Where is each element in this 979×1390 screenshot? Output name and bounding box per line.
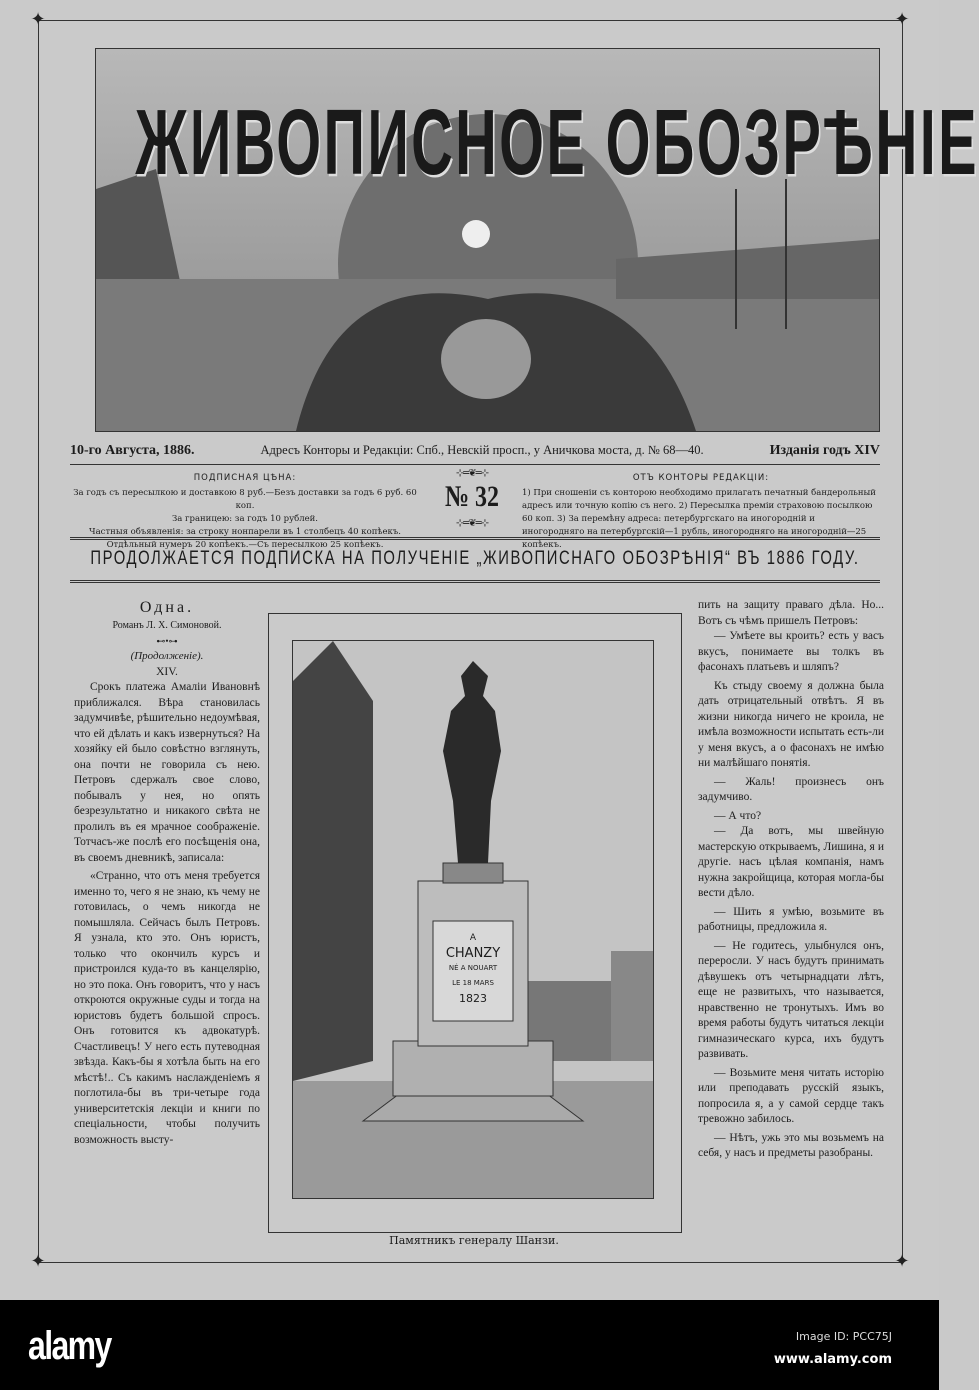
paragraph: — Нѣтъ, ужь это мы возьмемъ на себя, у насъ и предметы разобраны. [698,1131,884,1159]
left-column [74,598,260,1148]
ornament-icon: ⊷•⊶ [156,635,178,646]
subscription-line: Частныя объявленія: за строку нонпарели въ 1 столбецъ 40 копѣекъ. [89,527,401,537]
paragraph: — Да вотъ, мы швейную мастерскую открываемъ, Лишина, я и другіе. насъ цѣлая компанія, намъ нужна закройщица, которая могла-бы вести дѣло. [698,825,884,899]
paragraph: — А что? [714,809,762,822]
inscription-line: LE 18 MARS [452,979,494,987]
pedestal-inscription [433,931,513,1006]
masthead-engraving [95,48,979,432]
divider [70,580,880,583]
ornament-icon: ⊹═❦═⊹ [455,468,489,479]
article-author: Романъ Л. Х. Симоновой. [112,620,222,631]
office-notice [522,472,880,552]
illustration-caption: Памятникъ генералу Шанзи. [389,1234,559,1247]
right-column [698,598,884,1162]
corner-ornament-icon: ✦ [894,9,910,30]
article-title: Одна. [139,599,195,616]
stock-footer [0,1300,939,1390]
image-id: Image ID: PCC75J [795,1330,892,1343]
office-address: Адресъ Конторы и Редакціи: Спб., Невскій просп., у Аничкова моста, д. № 68—40. [260,443,704,457]
info-line [70,443,880,459]
subscription-prices [70,472,420,552]
inscription-line: 1823 [459,992,487,1005]
inscription-line: A [469,933,477,943]
corner-ornament-icon: ✦ [30,9,46,30]
paragraph: «Странно, что отъ меня требуется именно то, чего я не знаю, къ чему не готовилась, о чемъ никогда не помышляла. Сейчасъ былъ Петровъ. Я узнала, кто это. Онъ юристъ, только что окончилъ курсъ и пристроился куда-то въ канцелярію, но это пока. Онъ говоритъ, что у насъ откроются окружные суды и тогда на юристовъ будетъ большой спросъ. Онъ готовится къ адвокатурѣ. Счастливецъ! У него есть путеводная звѣзда. Какъ-бы я хотѣла быть на его мѣстѣ!.. Съ какимъ наслажденіемъ я поглотила-бы въ три-четыре года университетскія лекціи и книги по спеціальности, чтобы получить возможность высту- [74,870,260,1146]
subscription-banner: ПРОДОЛЖАЕТСЯ ПОДПИСКА НА ПОЛУЧЕНІЕ „ЖИВОПИСНАГО ОБОЗРѢНІЯ“ ВЪ 1886 ГОДУ. [90,548,860,569]
paragraph: Къ стыду своему я должна была дать отрицательный отвѣтъ. Я въ жизни никогда ничего не кроила, не имѣла возможности испытать есть-ли у меня вкусъ, а о фасонахъ не имѣю ни малѣйшаго понятія. [698,679,884,769]
paragraph: пить на защиту праваго дѣла. Но... Вотъ съ чѣмъ пришелъ Петровъ: [698,599,884,627]
paragraph: — Шить я умѣю, возьмите въ работницы, предложила я. [698,905,884,933]
masthead-title: ЖИВОПИСНОЕ ОБОЗРѢНІЕ [135,90,979,194]
ornament-icon: ⊹═❦═⊹ [455,518,489,529]
paragraph: — Умѣете вы кроить? есть у васъ вкусъ, понимаете вы толкъ въ фасонахъ платьевъ и шляпъ? [698,630,884,673]
divider [70,537,880,540]
paragraph: — Возьмите меня читать исторію или преподавать русскій языкъ, попросила я, а у самой сердце такъ тревожно забилось. [698,1066,884,1125]
border-top [38,20,902,21]
monument-engraving [292,640,654,1199]
corner-ornament-icon: ✦ [894,1251,910,1272]
inscription-line: NÉ A NOUART [448,964,498,972]
divider [70,464,880,465]
border-right [902,20,903,1262]
border-left [38,20,39,1262]
inscription-line: CHANZY [445,946,501,961]
subscription-line: За годъ съ пересылкою и доставкою 8 руб.—Безъ доставки за годъ 6 руб. 60 коп. [73,488,417,511]
corner-ornament-icon: ✦ [30,1251,46,1272]
subscription-heading: ПОДПИСНАЯ ЦѢНА: [193,473,297,483]
paragraph: Срокъ платежа Амаліи Ивановнѣ приближался. Вѣра становилась задумчивѣе, рѣшительно недоумѣвая, что ей дѣлать и какъ извернуться? На хозяйку ей было совѣстно взглянуть, она почти не говорила съ нею. Петровъ сдержалъ свое слово, побывалъ у нея, но опять безрезультатно и никакого свѣта не пролилъ въ ея мрачное соображеніе. Тотчасъ-же послѣ его посѣщенія она, въ своемъ дневникѣ, записала: [74,681,260,864]
chapter-number: XIV. [156,665,178,678]
office-text: 1) При сношеніи съ конторою необходимо прилагать печатный бандерольный адресъ или точную копію съ него. 2) Пересылка преміи страховою посылкою 60 коп. 3) За перемѣну адреса: петербургскаго на иногородній и иногородняго на петербургскій—1 рубль, иногородняго на иногородній—25 копѣекъ. [522,488,876,550]
border-bottom [38,1262,902,1263]
issue-date: 10-го Августа, 1886. [70,443,195,458]
publication-year: Изданія годъ XIV [769,443,880,458]
subscription-line: Отдѣльный нумеръ 20 копѣекъ.—Съ пересылкою 25 копѣекъ. [106,540,384,550]
paragraph: — Жаль! произнесъ онъ задумчиво. [698,775,884,803]
office-heading: ОТЪ КОНТОРЫ РЕДАКЦІИ: [632,473,770,483]
issue-number: № 32 [444,480,500,513]
alamy-logo: alamy [28,1324,111,1368]
monument-illustration [293,641,653,1198]
continued-label: (Продолженіе). [130,650,204,662]
paragraph: — Не годитесь, улыбнулся онъ, переросли. У насъ будутъ принимать дѣвушекъ отъ четырнадцати лѣтъ, еще не развитыхъ, что называется, нравственно не тронутыхъ. Имъ во время работы будутъ читаться лекціи гимназическаго курса, ихъ будутъ развивать. [698,939,884,1060]
site-link[interactable]: www.alamy.com [773,1352,892,1367]
subscription-line: За границею: за годъ 10 рублей. [171,514,318,524]
